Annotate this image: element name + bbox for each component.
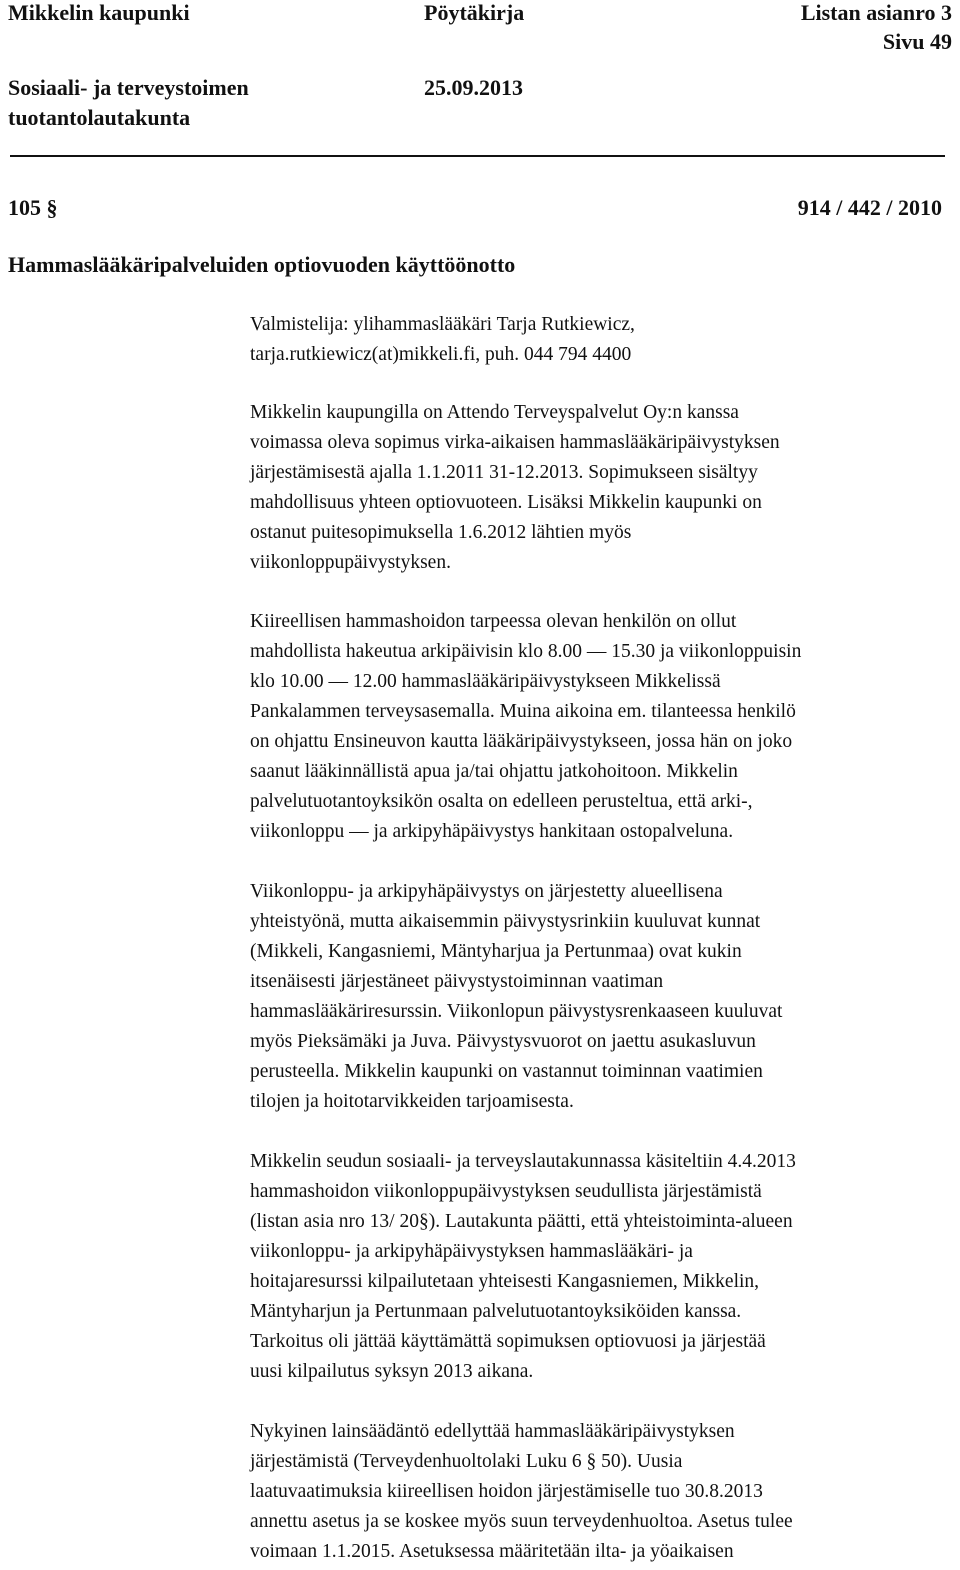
text-line: tilojen ja hoitotarvikkeiden tarjoamisesta. bbox=[250, 1091, 574, 1112]
text-line: hammashoidon viikonloppupäivystyksen seudullista järjestämistä bbox=[250, 1181, 762, 1202]
text-line: palvelutuotantoyksikön osalta on edelleen perusteltua, että arki-, bbox=[250, 791, 753, 812]
meeting-date: 25.09.2013 bbox=[424, 75, 523, 100]
header-divider bbox=[10, 155, 945, 157]
text-line: Mikkelin kaupungilla on Attendo Terveyspalvelut Oy:n kanssa bbox=[250, 402, 739, 423]
body-paragraph bbox=[250, 1147, 960, 1387]
text-line: on ohjattu Ensineuvon kautta lääkäripäivystykseen, jossa hän on joko bbox=[250, 731, 793, 752]
text-line: laatuvaatimuksia kiireellisen hoidon järjestämiselle tuo 30.8.2013 bbox=[250, 1481, 763, 1502]
text-line: annettu asetus ja se koskee myös suun terveydenhuoltoa. Asetus tulee bbox=[250, 1511, 793, 1532]
text-line: uusi kilpailutus syksyn 2013 aikana. bbox=[250, 1361, 534, 1382]
page-number: Sivu 49 bbox=[882, 29, 952, 54]
text-line: hammaslääkäriresurssin. Viikonlopun päivystysrenkaaseen kuuluvat bbox=[250, 1001, 783, 1022]
body-paragraph bbox=[250, 398, 960, 578]
text-line: tarja.rutkiewicz(at)mikkeli.fi, puh. 044 794 4400 bbox=[250, 344, 632, 365]
text-line: perusteella. Mikkelin kaupunki on vastannut toiminnan vaatimien bbox=[250, 1061, 763, 1082]
text-line: Pankalammen terveysasemalla. Muina aikoina em. tilanteessa henkilö bbox=[250, 701, 796, 722]
preparer-paragraph bbox=[250, 310, 960, 370]
text-line: yhteistyönä, mutta aikaisemmin päivystysrinkiin kuuluvat kunnat bbox=[250, 911, 761, 932]
body-paragraph bbox=[250, 1417, 960, 1567]
text-line: Nykyinen lainsäädäntö edellyttää hammaslääkäripäivystyksen bbox=[250, 1421, 735, 1442]
diary-number: 914 / 442 / 2010 bbox=[797, 195, 942, 220]
text-line: klo 10.00 — 12.00 hammaslääkäripäivystykseen Mikkelissä bbox=[250, 671, 721, 692]
text-line: Tarkoitus oli jättää käyttämättä sopimuksen optiovuosi ja järjestää bbox=[250, 1331, 766, 1352]
text-line: voimaan 1.1.2015. Asetuksessa määritetään ilta- ja yöaikaisen bbox=[250, 1541, 734, 1562]
text-line: mahdollisuus yhteen optiovuoteen. Lisäksi Mikkelin kaupunki on bbox=[250, 492, 762, 513]
text-line: Mäntyharjun ja Pertunmaan palvelutuotantoyksiköiden kanssa. bbox=[250, 1301, 742, 1322]
item-number: Listan asianro 3 bbox=[800, 0, 952, 25]
text-line: itsenäisesti järjestäneet päivystystoiminnan vaatiman bbox=[250, 971, 664, 992]
board-name-line1: Sosiaali- ja terveystoimen bbox=[8, 75, 249, 100]
section-title: Hammaslääkäripalveluiden optiovuoden käyttöönotto bbox=[8, 252, 516, 277]
section-number: 105 § bbox=[8, 195, 58, 220]
text-line: viikonloppu — ja arkipyhäpäivystys hankitaan ostopalveluna. bbox=[250, 821, 734, 842]
body-paragraph bbox=[250, 607, 960, 847]
board-name-line2: tuotantolautakunta bbox=[8, 105, 191, 130]
text-line: ostanut puitesopimuksella 1.6.2012 lähtien myös bbox=[250, 522, 632, 543]
text-line: saanut lääkinnällistä apua ja/tai ohjattu jatkohoitoon. Mikkelin bbox=[250, 761, 738, 782]
text-line: viikonloppu- ja arkipyhäpäivystyksen hammaslääkäri- ja bbox=[250, 1241, 693, 1262]
text-line: Kiireellisen hammashoidon tarpeessa olevan henkilön on ollut bbox=[250, 611, 737, 632]
org-name: Mikkelin kaupunki bbox=[8, 0, 190, 25]
doc-type: Pöytäkirja bbox=[424, 0, 525, 25]
text-line: hoitajaresurssi kilpailutetaan yhteisesti Kangasniemen, Mikkelin, bbox=[250, 1271, 760, 1292]
text-line: Viikonloppu- ja arkipyhäpäivystys on järjestetty alueellisena bbox=[250, 881, 723, 902]
text-line: voimassa oleva sopimus virka-aikaisen hammaslääkäripäivystyksen bbox=[250, 432, 780, 453]
text-line: Valmistelija: ylihammaslääkäri Tarja Rutkiewicz, bbox=[250, 314, 635, 335]
body-paragraph bbox=[250, 877, 960, 1117]
text-line: viikonloppupäivystyksen. bbox=[250, 552, 451, 573]
text-line: (listan asia nro 13/ 20§). Lautakunta päätti, että yhteistoiminta-alueen bbox=[250, 1211, 793, 1232]
text-line: (Mikkeli, Kangasniemi, Mäntyharjua ja Pertunmaa) ovat kukin bbox=[250, 941, 742, 962]
text-line: myös Pieksämäki ja Juva. Päivystysvuorot on jaettu asukasluvun bbox=[250, 1031, 756, 1052]
text-line: Mikkelin seudun sosiaali- ja terveyslautakunnassa käsiteltiin 4.4.2013 bbox=[250, 1151, 796, 1172]
text-line: järjestämistä (Terveydenhuoltolaki Luku 6 § 50). Uusia bbox=[250, 1451, 683, 1472]
text-line: mahdollista hakeutua arkipäivisin klo 8.00 — 15.30 ja viikonloppuisin bbox=[250, 641, 802, 662]
text-line: järjestämisestä ajalla 1.1.2011 31-12.2013. Sopimukseen sisältyy bbox=[250, 462, 758, 483]
